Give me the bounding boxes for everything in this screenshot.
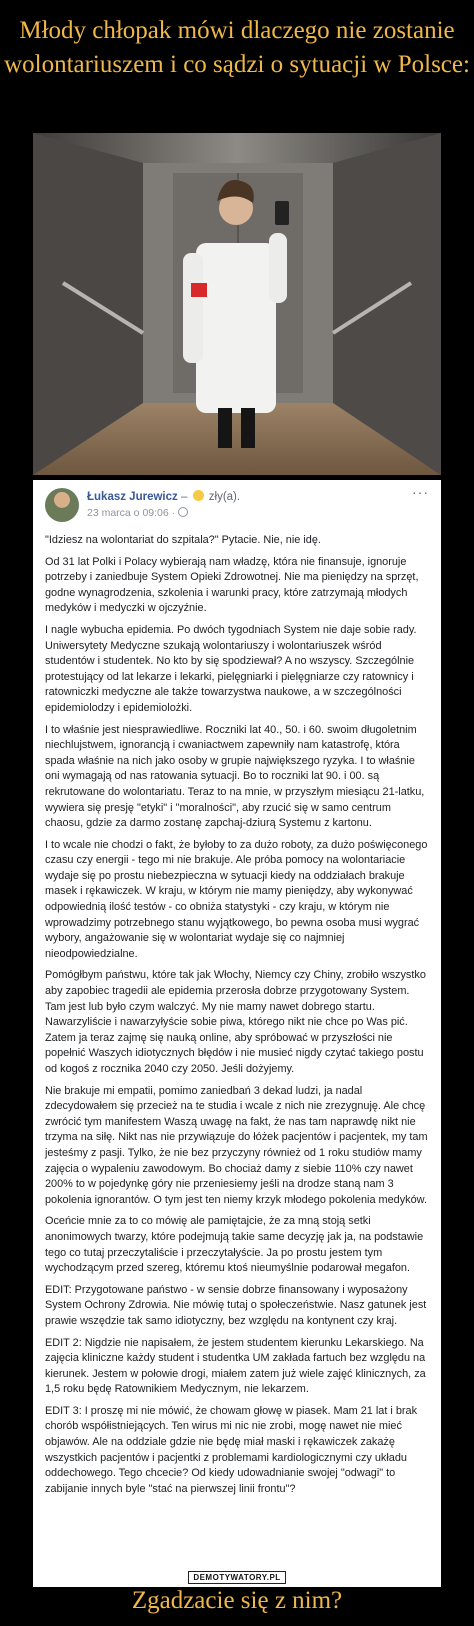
post-author-line — [87, 490, 240, 503]
author-separator: – — [180, 491, 188, 503]
post-paragraph: I to wcale nie chodzi o fakt, że byłoby to za dużo roboty, za dużo poświęconego czasu czy energii - tego mi nie brakuje. Ale próba pomocy na wolontariacie wydaje się po prostu niebezpieczna w sytuacji kiedy na oddziałach brakuje masek i rękawiczek. W kraju, w którym nie mamy pieniędzy, aby wykonywać odpowiednią ilość testów - co obniża statystyki - czy kraju, w którym nie wprowadzimy potrzebnego stanu wyjątkowego, bo pewna osoba musi wygrać wybory, angażowanie się w wolontariat wydaje się co najmniej nieodpowiedzialne. — [45, 838, 428, 960]
watermark-text: DEMOTYWATORY.PL — [188, 1571, 285, 1584]
selfie-photo — [33, 133, 441, 475]
post-paragraph: "Idziesz na wolontariat do szpitala?" Pytacie. Nie, nie idę. — [45, 534, 321, 546]
post-paragraph: EDIT 2: Nigdzie nie napisałem, że jestem studentem kierunku Lekarskiego. Na zajęcia kliniczne każdy student i studentka UM zakłada fartuch bez względu na kierunek. Jestem w połowie drogi, miałem zatem już wiele zajęć klinicznych, za 1,5 roku będę Ratownikiem Medycznym, nie lekarzem. — [45, 1336, 426, 1396]
elevator-selfie-image — [33, 133, 441, 475]
author-name[interactable]: Łukasz Jurewicz — [87, 491, 178, 503]
more-options-icon[interactable]: ··· — [412, 484, 429, 500]
avatar[interactable] — [45, 488, 79, 522]
post-paragraph: Nie brakuje mi empatii, pomimo zaniedbań 3 dekad ludzi, ja nadal zdecydowałem się przecież na te studia i wcale z nich nie zrezygnuję. Ale chcę zwrócić tym manifestem Waszą uwagę na fakt, że nas tam naprawdę nikt nie trzyma na siłę. Nikt nas nie przywiązuje do łóżek pacjentów i pacjentek, my tam jesteśmy z pasji. Tylko, że nie bez przyczyny również od 1 roku studiów mamy zajęcia o wypaleniu zawodowym. Bo chociaż damy z siebie 110% czy nawet 200% to w pojedynkę góry nie przeniesiemy jeśli na drodze staną nam 3 pokolenia ignorantów. O tym jest ten niemy krzyk młodego pokolenia medyków. — [45, 1084, 428, 1206]
post-paragraph: I nagle wybucha epidemia. Po dwóch tygodniach System nie daje sobie rady. Uniwersytety Medyczne szukają wolontariuszy i wolontariuszek wśród studentów i studentek. No kto by się spodziewał? A no wszyscy. Szczególnie protestujący od lat lekarze i lekarki, pielęgniarki i pielęgniarze czy ratownicy i ratowniczki medyczne ale także towarzystwa naukowe, a w szczególności epidemiolodzy i epidemiolożki. — [45, 623, 417, 714]
caption: Zgadzacie się z nim? — [131, 1587, 343, 1614]
page-title: Młody chłopak mówi dlaczego nie zostanie wolontariuszem i co sądzi o sytuacji w Polsce: — [4, 17, 470, 78]
post-header — [45, 484, 429, 526]
feeling-label: zły(a). — [208, 491, 241, 503]
post-paragraph: EDIT: Przygotowane państwo - w sensie dobrze finansowany i wyposażony System Ochrony Zdrowia. Nie mówię tutaj o społeczeństwie. Nasz gatunek jest prawie wszędzie tak samo idiotyczny, bez względu na kontynent czy kraj. — [45, 1283, 427, 1327]
facebook-post — [33, 480, 441, 1587]
post-paragraph: EDIT 3: I proszę mi nie mówić, że chowam głowę w piasek. Mam 21 lat i brak chorób współistniejących. Ten wirus mi nic nie zrobi, mogę nawet nie mieć objawów. Ale na oddziale gdzie nie będę miał maski i rękawiczek zakażę wszystkich pacjentów i pacjentki z problemami kardiologicznymi czy układu oddechowego. Tego chcecie? Od kiedy udowadnianie swojej "odwagi" to zabijanie innych byle "stać na pierwszej linii frontu"? — [45, 1404, 418, 1495]
post-body — [45, 533, 429, 1503]
post-meta — [87, 507, 188, 519]
angry-emoji-icon — [193, 490, 204, 501]
globe-icon — [178, 507, 188, 517]
post-paragraph: Od 31 lat Polki i Polacy wybierają nam władzę, która nie finansuje, ignoruje potrzeby i zaniedbuje System Opieki Zdrowotnej. Nie ma pieniędzy na sprzęt, godne wynagrodzenia, szkolenia i warunki pracy, które zatrzymają młodych medyków i medyczki w ojczyźnie. — [45, 555, 419, 615]
post-paragraph: Oceńcie mnie za to co mówię ale pamiętajcie, że za mną stoją setki anonimowych twarzy, które podejmują takie same decyzję jak ja, na podstawie tego co tutaj przeczytaliście i przeczytałyście. Ja po prostu jestem tym wychodzącym przed szereg, któremu ktoś nieumyślnie podarował megafon. — [45, 1215, 424, 1275]
post-date[interactable]: 23 marca o 09:06 · — [87, 507, 176, 519]
post-paragraph: Pomógłbym państwu, które tak jak Włochy, Niemcy czy Chiny, zrobiło wszystko aby zapobiec tragedii ale epidemia przerosła dobrze przygotowany System. Tam jest lub było czym walczyć. My nie mamy nawet dobrego startu. Nawarzyliście i nawarzyłyście sobie piwa, którego nikt nie chce po Was pić. Zatem ja teraz zajmę się nauką online, aby spróbować w przyszłości nie popełnić Waszych idiotycznych błędów i nie musieć nigdy czytać takiego postu od kogoś z rocznika 2040 czy 2050. Jeśli dożyjemy. — [45, 969, 426, 1075]
post-paragraph: I to właśnie jest niesprawiedliwe. Roczniki lat 40., 50. i 60. swoim długoletnim niechlujstwem, ignorancją i cwaniactwem zapewniły nam katastrofę, która spada właśnie na nich jako osoby w grupie największego ryzyka. I to właśnie oni wymagają od nas ratowania sytuacji. Bo to roczniki lat 90. i 00. są rekrutowane do wolontariatu. Teraz to na mnie, w przyszłym miesiącu 21-latku, wywiera się presję "etyki" i "moralności", aby rzucić się w samo centrum chaosu, gdzie za darmo zostanę zapchaj-dziurą Systemu z kartonu. — [45, 723, 425, 830]
